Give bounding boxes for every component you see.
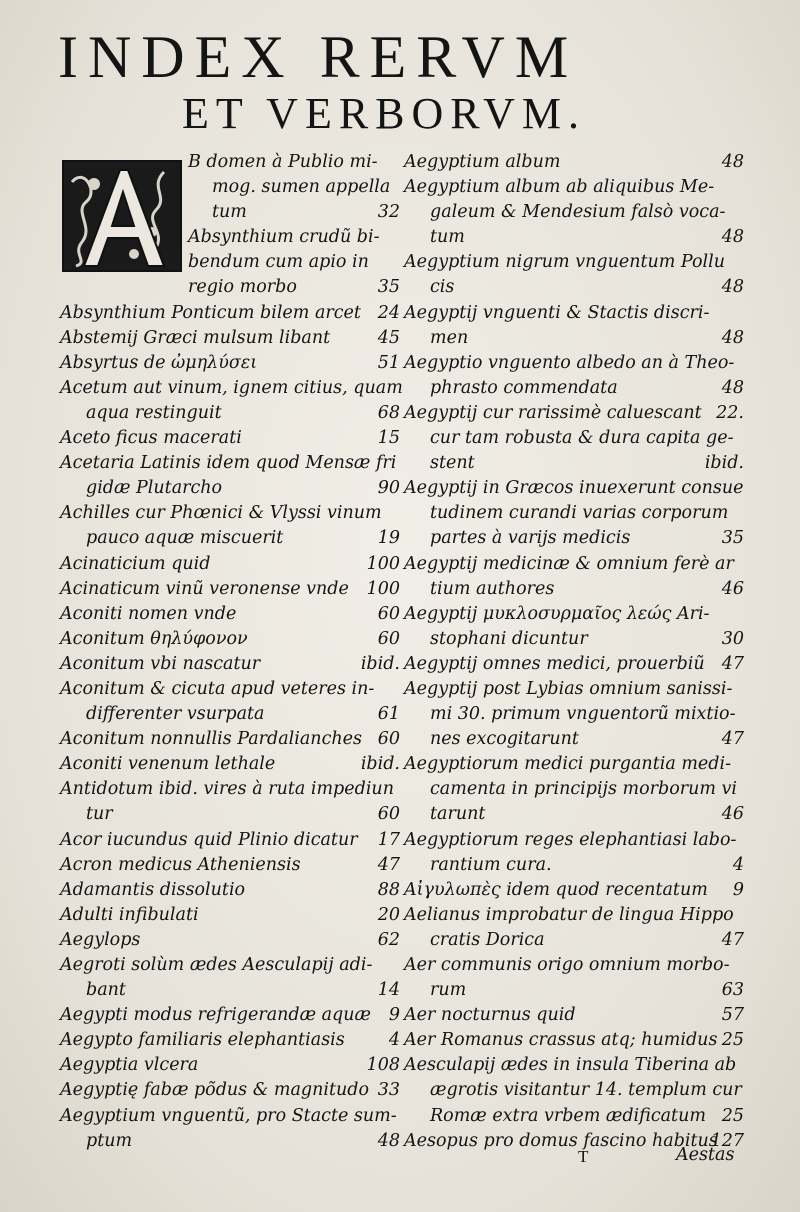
entry-page: 20 <box>377 904 400 925</box>
entry-page: 60 <box>377 729 400 750</box>
entry-text: men <box>430 327 469 348</box>
entry-text: Aegyptij cur rarissimè caluescant <box>404 402 702 423</box>
entry-text: cratis Dorica <box>430 929 545 950</box>
entry-page: 9 <box>732 879 744 900</box>
entry-text: regio morbo <box>188 277 297 298</box>
index-entry <box>60 878 400 903</box>
entry-text: Acetaria Latinis idem quod Mensæ fri <box>60 453 397 474</box>
index-entry <box>60 802 400 827</box>
index-entry <box>404 250 744 275</box>
index-entry <box>60 677 400 702</box>
entry-text: nes excogitarunt <box>430 729 579 750</box>
entry-page: 47 <box>377 854 400 875</box>
entry-text: Aegyptium album <box>404 152 561 172</box>
entry-text: stent <box>430 453 475 474</box>
entry-text: Aesculapij ædes in insula Tiberina ab <box>404 1055 737 1076</box>
index-entry <box>404 602 744 627</box>
entry-page: 32 <box>377 202 400 223</box>
entry-text: Aconitum nonnullis Pardalianches <box>60 729 362 750</box>
index-entry <box>60 1129 400 1154</box>
index-entry <box>404 802 744 827</box>
entry-page: 4 <box>732 854 744 875</box>
entry-text: phrasto commendata <box>430 377 618 398</box>
index-entry <box>60 928 400 953</box>
index-entry <box>404 552 744 577</box>
entry-text: Aconiti nomen vnde <box>60 603 237 624</box>
entry-page: 14 <box>377 980 400 1001</box>
entry-page: 100 <box>366 553 400 574</box>
index-entry <box>60 476 400 501</box>
index-entry <box>404 903 744 928</box>
signature-mark: T <box>578 1147 589 1166</box>
entry-text: Aegyptij post Lybias omnium sanissi- <box>404 678 733 699</box>
index-entry <box>404 426 744 451</box>
entry-text: Aegyptię fabæ põdus & magnitudo <box>60 1080 369 1101</box>
entry-text: camenta in principijs morborum vi <box>430 779 738 800</box>
entry-text: pauco aquæ miscuerit <box>86 528 284 549</box>
index-entry <box>60 903 400 928</box>
entry-text: Acinaticium quid <box>60 553 211 574</box>
entry-page: 46 <box>721 804 744 825</box>
index-entry <box>60 426 400 451</box>
index-entry <box>60 275 400 300</box>
index-entry <box>404 150 744 175</box>
entry-text: Aegyptiorum reges elephantiasi labo- <box>404 829 737 850</box>
entry-text: rantium cura. <box>430 854 552 875</box>
index-entry <box>404 376 744 401</box>
entry-page: 19 <box>377 528 400 549</box>
entry-text: Acor iucundus quid Plinio dicatur <box>60 829 358 850</box>
entry-text: Aegyptia vlcera <box>60 1055 199 1076</box>
index-entry <box>404 225 744 250</box>
entry-text: Aegyptium vnguentũ, pro Stacte sum- <box>60 1105 397 1126</box>
entry-text: cur tam robusta & dura capita ge- <box>430 428 734 449</box>
index-entry <box>404 1003 744 1028</box>
entry-page: 88 <box>377 879 400 900</box>
entry-page: 24 <box>377 302 400 323</box>
index-entry <box>60 225 400 250</box>
entry-text: Aegyptij medicinæ & omnium ferè ar <box>404 553 734 574</box>
entry-text: ægrotis visitantur 14. templum cur <box>430 1080 742 1101</box>
entry-text: Aceto ficus macerati <box>60 428 242 449</box>
entry-text: Aegyptium nigrum vnguentum Pollu <box>404 252 725 273</box>
index-entry <box>60 200 400 225</box>
entry-text: tarunt <box>430 804 486 825</box>
index-entry <box>404 677 744 702</box>
entry-text: Aegroti solùm ædes Aesculapij adi- <box>60 955 373 975</box>
entry-page: 48 <box>721 227 744 248</box>
entry-page: 48 <box>721 377 744 398</box>
entry-text: Aegypti modus refrigerandæ aquæ <box>60 1005 371 1026</box>
entry-text: ptum <box>86 1130 133 1151</box>
entry-text: Aconitum vbi nascatur <box>60 653 261 674</box>
entry-text: galeum & Mendesium falsò voca- <box>430 202 726 223</box>
entry-page: 51 <box>377 352 400 373</box>
index-entry <box>60 1028 400 1053</box>
entry-page: 48 <box>377 1130 400 1151</box>
index-entry <box>404 953 744 978</box>
entry-page: 48 <box>721 152 744 172</box>
index-entry <box>404 627 744 652</box>
index-entry <box>60 627 400 652</box>
entry-text: tum <box>430 227 465 248</box>
entry-page: 45 <box>377 327 400 348</box>
entry-text: Aer Romanus crassus atq; humidus <box>404 1030 718 1051</box>
index-entry <box>404 501 744 526</box>
entry-page: 62 <box>377 929 400 950</box>
entry-text: Aesopus pro domus fascino habitus <box>404 1130 718 1151</box>
index-entry <box>60 978 400 1003</box>
entry-text: Abstemij Græci mulsum libant <box>60 327 331 348</box>
entry-text: Aconitum & cicuta apud veteres in- <box>60 678 375 699</box>
index-entry <box>60 526 400 551</box>
index-entry <box>404 401 744 426</box>
entry-page: ibid. <box>360 754 400 775</box>
entry-text: Adulti infibulati <box>60 904 199 925</box>
entry-page: 57 <box>721 1005 744 1026</box>
index-entry <box>404 1104 744 1129</box>
entry-page: 15 <box>377 428 400 449</box>
entry-text: Aegypto familiaris elephantiasis <box>60 1030 345 1051</box>
entry-text: Absyrtus de ὠμηλύσει <box>60 352 258 373</box>
entry-page: 25 <box>721 1105 744 1126</box>
entry-page: 60 <box>377 628 400 649</box>
entry-text: Antidotum ibid. vires à ruta impediun <box>60 779 394 800</box>
entry-page: 35 <box>721 528 744 549</box>
index-entry <box>60 301 400 326</box>
index-entry <box>404 526 744 551</box>
index-entry <box>60 953 400 978</box>
entry-text: mi 30. primum vnguentorũ mixtio- <box>430 704 736 725</box>
index-entry <box>60 1104 400 1129</box>
index-entry <box>60 577 400 602</box>
entry-text: bant <box>86 980 126 1001</box>
index-entry <box>404 1028 744 1053</box>
index-entry <box>60 1078 400 1103</box>
entry-text: Absynthium Ponticum bilem arcet <box>60 302 361 323</box>
index-entry <box>60 376 403 401</box>
entry-page: 35 <box>377 277 400 298</box>
entry-page: 4 <box>388 1030 400 1051</box>
entry-page: 47 <box>721 729 744 750</box>
index-entry <box>60 853 400 878</box>
index-entry <box>60 602 400 627</box>
entry-page: 46 <box>721 578 744 599</box>
index-entry <box>404 577 744 602</box>
entry-text: Adamantis dissolutio <box>60 879 246 900</box>
index-title-line2: ET VERBORVM. <box>182 89 587 138</box>
entry-text: Aer communis origo omnium morbo- <box>404 955 730 975</box>
entry-text: tum <box>212 202 247 223</box>
entry-page: 17 <box>377 829 400 850</box>
entry-page: ibid. <box>704 453 744 474</box>
index-entry <box>60 451 400 476</box>
index-entry <box>404 777 744 802</box>
entry-page: 47 <box>721 929 744 950</box>
index-entry <box>60 175 400 200</box>
entry-text: Aegyptij μυκλοσυρμαῖος λεώς Ari- <box>404 603 710 624</box>
entry-text: partes à varijs medicis <box>430 528 631 549</box>
entry-page: 30 <box>721 628 744 649</box>
index-entry <box>60 401 400 426</box>
entry-page: 25 <box>721 1030 744 1051</box>
entry-page: 63 <box>721 980 744 1001</box>
entry-text: Aegylops <box>60 929 141 950</box>
entry-text: Aegyptij in Græcos inuexerunt consue <box>404 478 744 499</box>
index-entry <box>404 200 744 225</box>
entry-text: Absynthium crudũ bi- <box>188 227 380 248</box>
entry-page: 61 <box>377 704 400 725</box>
entry-text: Aer nocturnus quid <box>404 1005 576 1026</box>
index-entry <box>60 250 400 275</box>
entry-page: 68 <box>377 402 400 423</box>
index-entry <box>404 1053 744 1078</box>
index-entry <box>60 702 400 727</box>
index-entry <box>404 702 744 727</box>
entry-page: 9 <box>388 1005 400 1026</box>
index-entry <box>404 1078 744 1103</box>
index-entry <box>60 150 400 175</box>
index-entry <box>404 175 744 200</box>
index-entry <box>60 351 400 376</box>
entry-page: 100 <box>366 578 400 599</box>
index-title-line1: INDEX RERVM <box>58 24 579 90</box>
entry-text: tium authores <box>430 578 555 599</box>
index-entry <box>60 1003 400 1028</box>
index-entry <box>60 752 400 777</box>
index-entry <box>60 828 400 853</box>
entry-page: 47 <box>721 653 744 674</box>
entry-text: Aegyptiorum medici purgantia medi- <box>404 754 731 775</box>
entry-text: Aconiti venenum lethale <box>60 754 276 775</box>
index-entry <box>404 878 744 903</box>
index-entry <box>404 451 744 476</box>
index-entry <box>404 752 744 777</box>
entry-page: 48 <box>721 327 744 348</box>
entry-page: 127 <box>710 1130 744 1151</box>
index-entry <box>60 552 400 577</box>
entry-text: aqua restinguit <box>86 402 222 423</box>
index-column-right <box>404 150 744 1154</box>
entry-text: differenter vsurpata <box>86 704 265 725</box>
entry-text: Acron medicus Atheniensis <box>60 854 301 875</box>
index-entry <box>404 727 744 752</box>
entry-text: Achilles cur Phœnici & Vlyssi vinum <box>60 503 382 524</box>
entry-text: Αἰγυλωπὲς idem quod recentatum <box>404 879 708 900</box>
entry-page: ibid. <box>360 653 400 674</box>
index-entry <box>404 652 744 677</box>
entry-text: stophani dicuntur <box>430 628 588 649</box>
entry-text: B domen à Publio mi- <box>188 152 378 172</box>
index-entry <box>60 777 400 802</box>
index-entry <box>60 1053 400 1078</box>
entry-text: Aegyptium album ab aliquibus Me- <box>404 177 715 198</box>
entry-text: gidæ Plutarcho <box>86 478 223 499</box>
index-entry <box>404 828 744 853</box>
entry-page: 90 <box>377 478 400 499</box>
entry-text: Aegyptij omnes medici, prouerbiũ <box>404 653 705 674</box>
entry-text: cis <box>430 277 455 298</box>
entry-text: Aconitum θηλύφονον <box>60 628 248 649</box>
index-entry <box>404 301 744 326</box>
index-entry <box>404 326 744 351</box>
entry-text: Acinaticum vinũ veronense vnde <box>60 578 349 599</box>
entry-text: bendum cum apio in <box>188 252 369 273</box>
entry-text: Aegyptio vnguento albedo an à Theo- <box>404 352 735 373</box>
entry-text: Romæ extra vrbem ædificatum <box>430 1105 706 1126</box>
index-entry <box>404 275 744 300</box>
index-entry <box>404 853 744 878</box>
index-entry <box>60 501 400 526</box>
entry-text: mog. sumen appella <box>212 177 391 198</box>
index-entry <box>404 351 744 376</box>
entry-text: tur <box>86 804 113 825</box>
entry-text: tudinem curandi varias corporum <box>430 503 729 524</box>
index-entry <box>404 928 744 953</box>
entry-text: Acetum aut vinum, ignem citius, quam <box>60 377 403 398</box>
entry-page: 22. <box>716 402 744 423</box>
entry-page: 108 <box>366 1055 400 1076</box>
index-entry <box>404 978 744 1003</box>
index-column-left <box>60 150 403 1154</box>
entry-page: 60 <box>377 804 400 825</box>
catchword: Aestas <box>676 1145 735 1165</box>
index-entry <box>60 652 400 677</box>
entry-text: rum <box>430 980 467 1001</box>
entry-page: 33 <box>377 1080 400 1101</box>
entry-text: Aelianus improbatur de lingua Hippo <box>404 904 734 925</box>
index-entry <box>404 476 744 501</box>
index-entry <box>60 326 400 351</box>
index-entry <box>60 727 400 752</box>
entry-text: Aegyptij vnguenti & Stactis discri- <box>404 302 710 323</box>
entry-page: 60 <box>377 603 400 624</box>
entry-page: 48 <box>721 277 744 298</box>
